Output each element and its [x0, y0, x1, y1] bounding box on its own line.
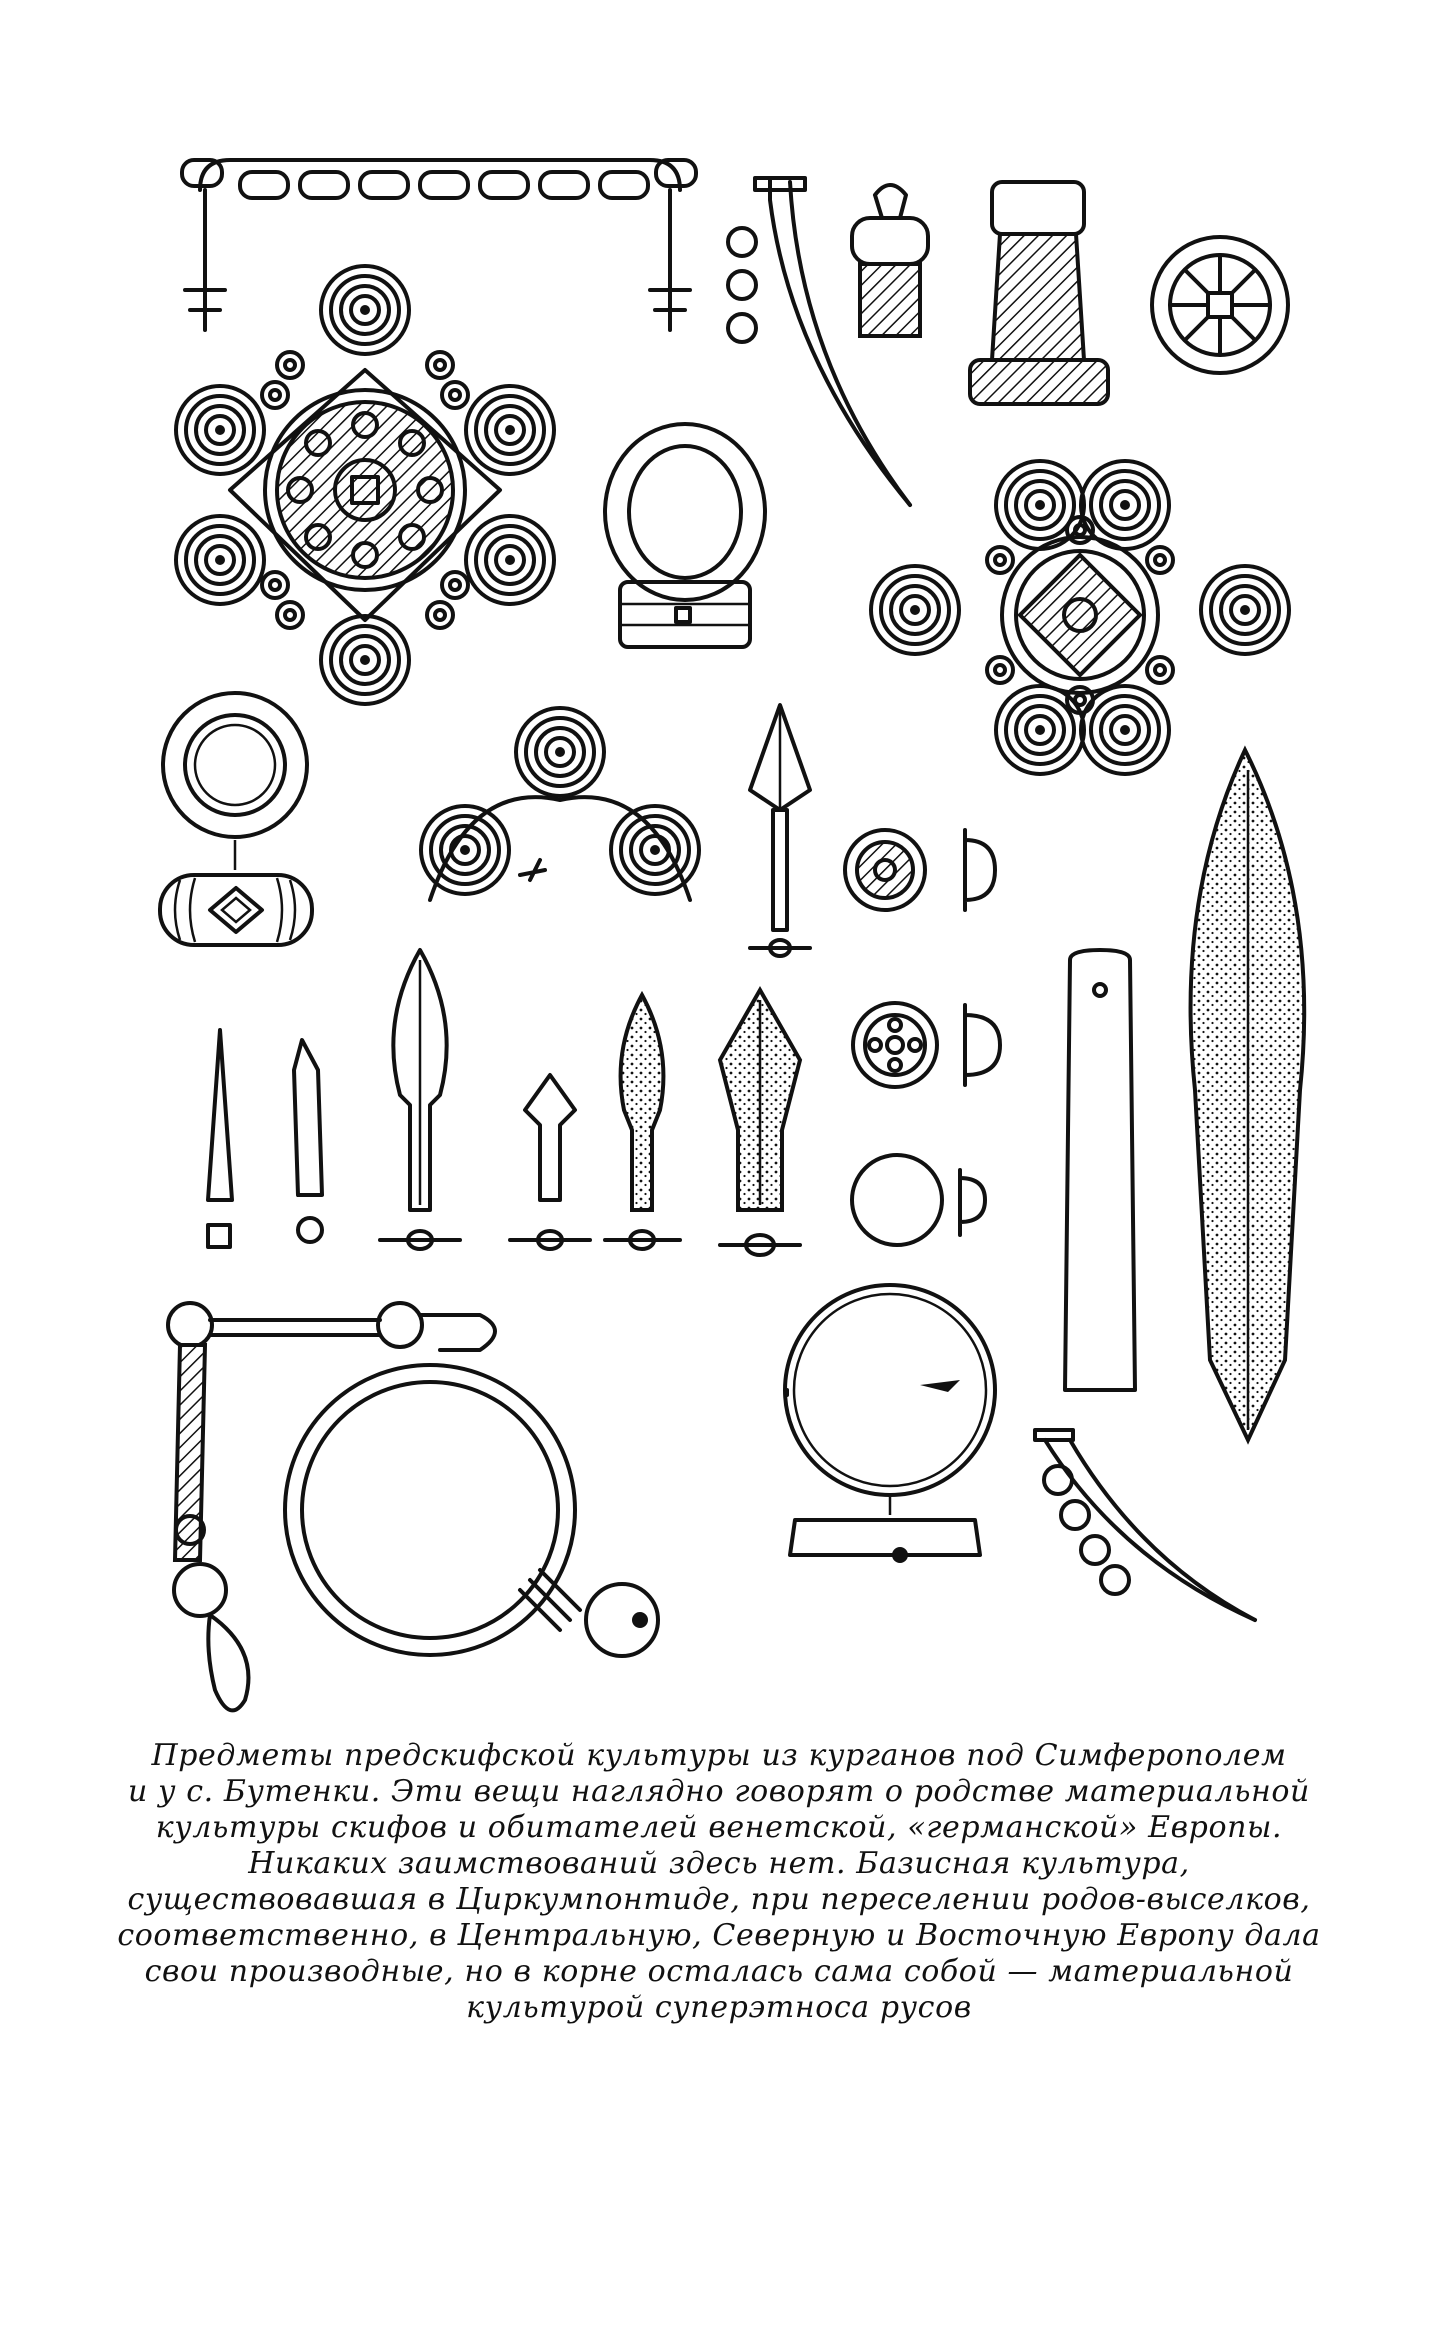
caption-line-7: свои производные, но в корне осталась сама собой — материальной: [144, 1954, 1294, 1989]
wheel-disc: [1152, 237, 1288, 373]
caption-line-2: и у с. Бутенки. Эти вещи наглядно говорят о родстве материальной: [128, 1774, 1310, 1809]
spiral-fibula-right: [871, 461, 1289, 774]
iron-spearhead-1: [605, 995, 680, 1249]
pommel-small: [852, 185, 928, 336]
caption-line-4: Никаких заимствований здесь нет. Базисная культура,: [248, 1846, 1190, 1881]
decorated-handle: [970, 182, 1108, 404]
leaf-spearhead-1: [380, 950, 460, 1249]
caption-line-5: существовавшая в Циркумпонтиде, при переселении родов-выселков,: [127, 1882, 1311, 1917]
three-spiral-pendant: [421, 708, 699, 900]
bone-point-1: [208, 1030, 232, 1247]
torque-ring: [285, 1365, 658, 1656]
chain-artifact: [182, 160, 696, 330]
spearhead-large: [1191, 750, 1305, 1440]
curved-pin-artifact: [728, 178, 910, 505]
caption-line-6: соответственно, в Центральную, Северную и Восточную Европу дала: [117, 1918, 1321, 1953]
spiral-fibula-large: [176, 266, 554, 704]
bone-point-2: [294, 1040, 322, 1242]
spearhead-small: [750, 705, 810, 956]
caption-line-8: культурой суперэтноса русов: [466, 1990, 972, 2025]
figure-caption: [110, 1738, 1328, 2026]
caption-line-1: Предметы предскифской культуры из курганов под Симферополем: [151, 1738, 1287, 1773]
button-disc-3: [852, 1155, 985, 1245]
iron-spearhead-2: [720, 990, 800, 1255]
mirror-disc: [785, 1285, 995, 1563]
curved-pin-artifact-2: [1035, 1430, 1255, 1620]
whetstone: [1065, 950, 1135, 1390]
bead-artifact: [160, 693, 312, 945]
leaf-spearhead-2: [510, 1075, 590, 1249]
caption-line-3: культуры скифов и обитателей венетской, «германской» Европы.: [155, 1810, 1283, 1845]
button-disc-2: [853, 1003, 1000, 1087]
button-disc-1: [845, 830, 995, 910]
ring-with-base: [605, 424, 765, 647]
